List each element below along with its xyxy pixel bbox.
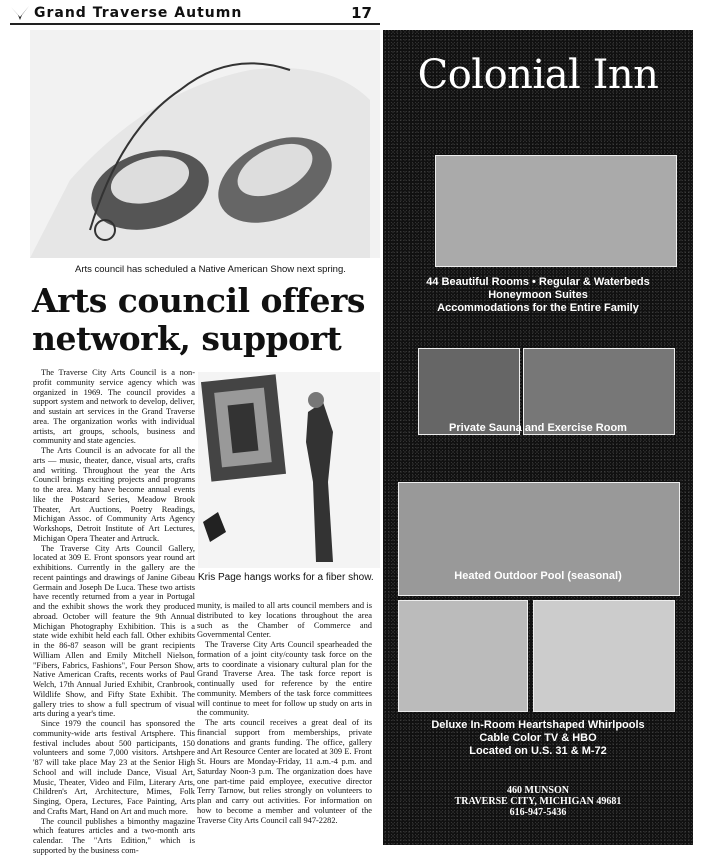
- masthead-rule: [10, 23, 380, 25]
- colonial-inn-advertisement: [383, 30, 693, 845]
- kris-page-photo: [198, 372, 380, 568]
- bedroom-photo: [533, 600, 675, 712]
- ad-brand: Colonial Inn: [417, 52, 659, 98]
- ad-feature: Located on U.S. 31 & M-72: [469, 745, 607, 757]
- paragraph: munity, is mailed to all arts council members and is distributed to key locations throughout the area such as the Chamber of Commerce and Governmental Center.: [197, 601, 372, 640]
- inn-exterior-photo: [435, 155, 677, 267]
- section-title: Grand Traverse Autumn: [34, 5, 243, 21]
- address-phone: 616-947-5436: [509, 807, 567, 818]
- bird-logo-icon: [10, 5, 30, 21]
- ad-feature: Deluxe In-Room Heartshaped Whirlpools: [431, 719, 645, 731]
- ad-feature-pool: Heated Outdoor Pool (seasonal): [454, 570, 622, 582]
- headline: Arts council offers network, support: [32, 281, 365, 358]
- whirlpool-photo: [398, 600, 528, 712]
- top-photo-caption: Arts council has scheduled a Native American Show next spring.: [75, 264, 346, 275]
- masthead: [8, 2, 380, 24]
- kris-page-caption: Kris Page hangs works for a fiber show.: [198, 572, 374, 583]
- ad-feature: 44 Beautiful Rooms • Regular & Waterbeds: [426, 276, 650, 288]
- article-column-2: [197, 601, 372, 855]
- address-street: 460 MUNSON: [507, 785, 569, 796]
- paragraph: The arts council receives a great deal of its financial support from memberships, private donations and grants funding. The office, gallery and Art Resource Center are located at 309 E. Front St. Hours are Monday-Friday, 11 a.m.-4 p.m. and Saturday Noon-3 p.m. The organization does have one part-time paid employee, executive director Terry Tarnow, but relies strongly on volunteers to plan and carry out activities. For information on how to become a member and volunteer of the Traverse City Arts Council call 947-2282.: [197, 718, 372, 825]
- moccasins-photo: [30, 30, 380, 258]
- ad-feature: Cable Color TV & HBO: [479, 732, 597, 744]
- paragraph: The council publishes a bimonthy magazine which features articles and a two-month arts calendar. The "Arts Edition," which is supported by the business com-: [33, 816, 195, 855]
- page-number: 17: [351, 4, 372, 22]
- paragraph: The Traverse City Arts Council spearheaded the formation of a joint city/county task force on the arts to coordinate a visionary cultural plan for the Grand Traverse Area. The task force report is continually used for reference by the entire community. Members of the task force committees will continue to meet for follow up study on arts in the community.: [197, 640, 372, 718]
- address-city: TRAVERSE CITY, MICHIGAN 49681: [454, 796, 622, 807]
- ad-feature: Accommodations for the Entire Family: [437, 302, 639, 314]
- ad-feature: Honeymoon Suites: [488, 289, 588, 301]
- paragraph: Since 1979 the council has sponsored the community-wide arts festival Artsphere. This festival includes about 500 participants, 150 volunteers and some 7,000 visitors. Artshpere '87 will take place May 23 at the Senior High School and will include Dance, Visual Art, Music, Theater, Video and Film, Literary Arts, Children's Art, Architecture, Mimes, Folk Singing, Opera, Lectures, Face Painting, Arts and Crafts Mart, Hand on Art and much more.: [33, 719, 195, 816]
- paragraph: The Traverse City Arts Council is a non-profit community service agency which was organized in 1969. The council provides a support system and network to develop, deliver, and sustain art services in the Grand Traverse area. The organization works with individual artists, art groups, schools, business and community and state agencies.: [33, 368, 195, 446]
- paragraph: The Traverse City Arts Council Gallery, located at 309 E. Front sponsors year round art exhibitions. Currently in the gallery are the recent paintings and drawings of Janine Gibeau Germain and Joseph De Luca. These two artists have recently returned from a year in Portugal and the exhibit shows the work they produced abroad. October will feature the 9th Annual Michigan Photography Exhibition. This is a state wide exhibit held each fall. Other exhibits in the 86-87 season will be grant recipients William Allen and Emily Mitchell Nielson, "Fibers, Fabrics, Fashions", Four Person Show, Native American Crafts, recents works of Paul Welch, 17th Annual Juried Exhibit, Cranbrook, Wildlife Show, and Fifty State Exhibit. The gallery tries to show a full spectrum of visual arts during a year's time.: [33, 543, 195, 719]
- article-column-1: [33, 368, 195, 856]
- paragraph: The Arts Council is an advocate for all the arts — music, theater, dance, visual arts, crafts and writing. Throughout the year the Arts Council brings exciting projects and programs to the area. Many have become annual events like the Postcard Series, Meadow Brook Theater, Art Auctions, Poetry Readings, Michigan Assoc. of Community Arts Agency Workshops, Detroit Institute of Art Lectures, Michigan Opera Theater and Artruck.: [33, 446, 195, 543]
- ad-address: [383, 785, 693, 818]
- ad-feature-sauna: Private Sauna and Exercise Room: [449, 422, 627, 434]
